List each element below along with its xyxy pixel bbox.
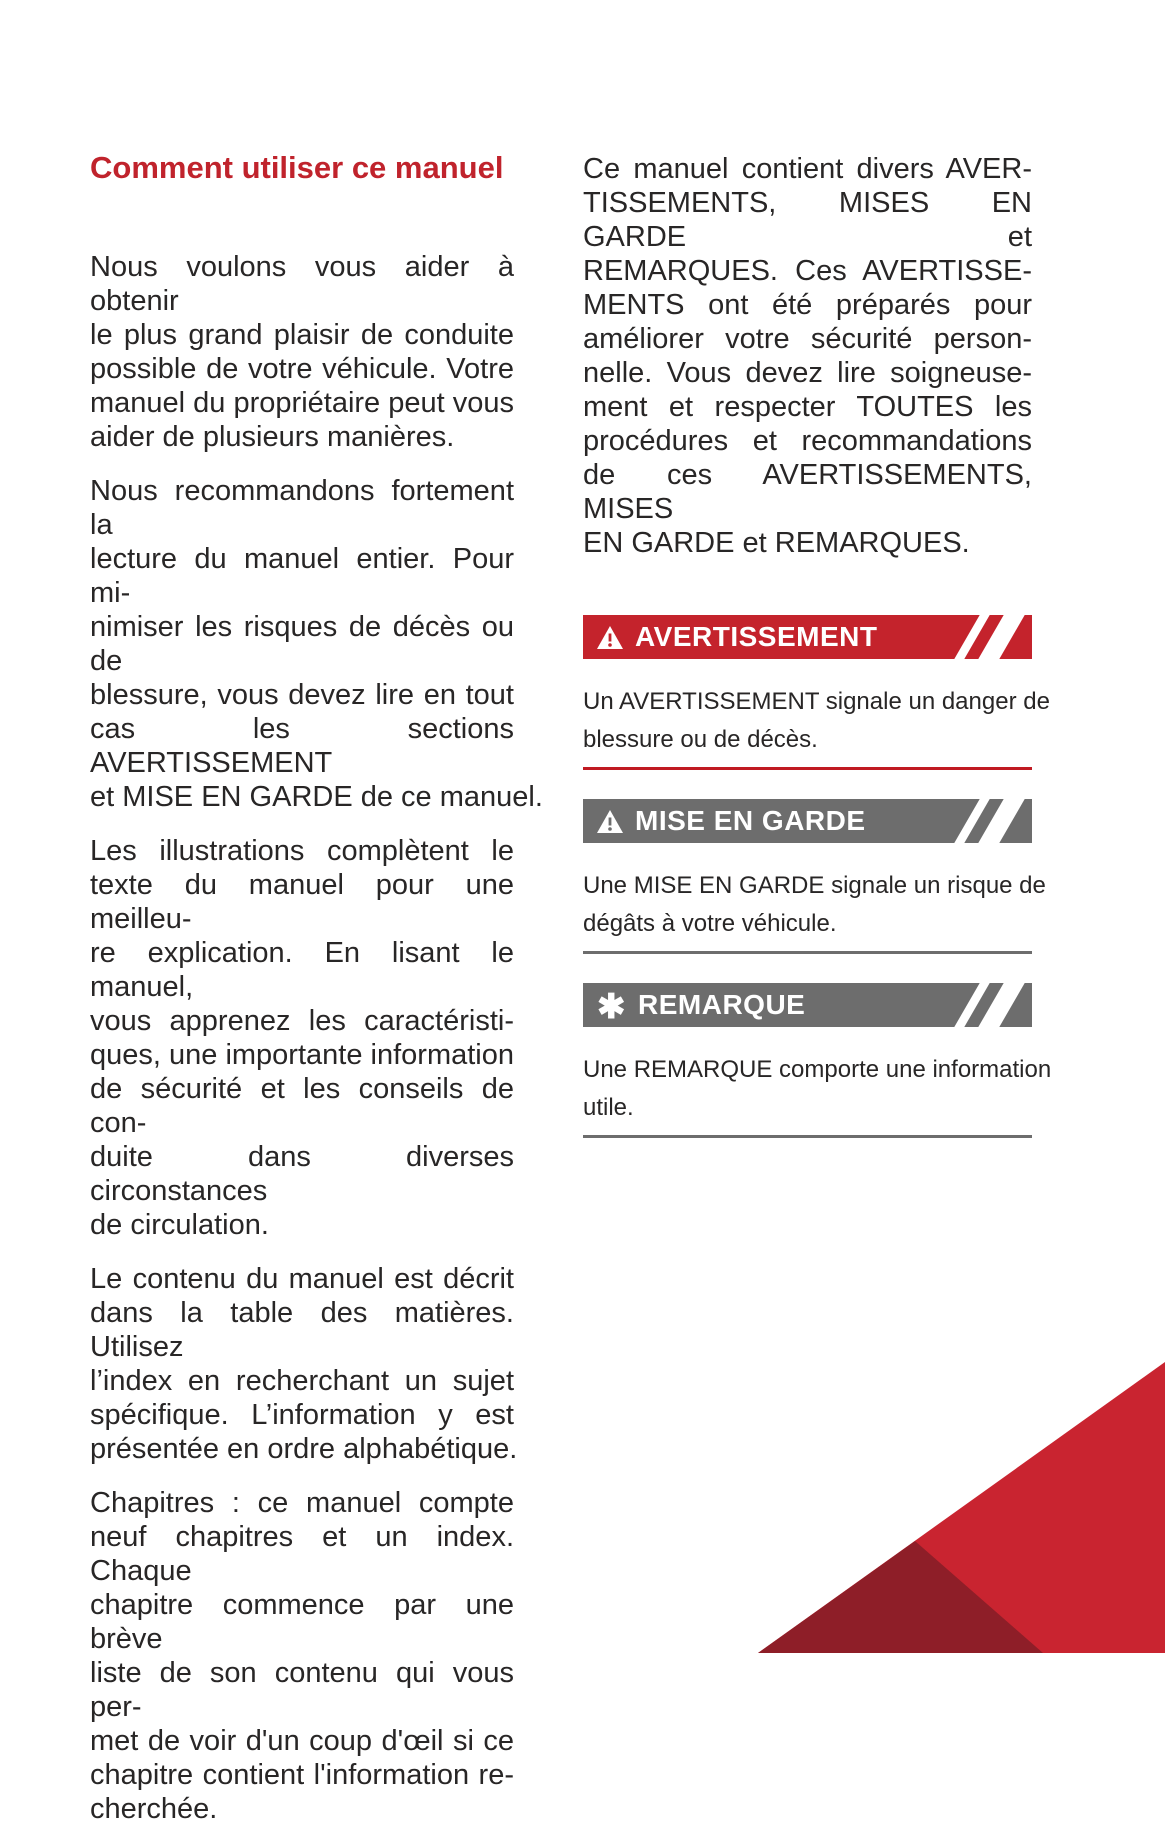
text-line: neuf chapitres et un index. Chaque: [90, 1521, 514, 1587]
warning-callout: [583, 615, 1050, 770]
text-line: utile.: [583, 1094, 634, 1121]
text-line: REMARQUES. Ces AVERTISSE-: [583, 255, 1032, 287]
paragraph: [90, 834, 514, 1242]
text-line: nimiser les risques de décès ou de: [90, 611, 514, 677]
banner-label: REMARQUE: [638, 989, 806, 1020]
text-line: cas les sections AVERTISSEMENT: [90, 713, 514, 779]
text-line: TISSEMENTS, MISES EN GARDE et: [583, 187, 1032, 253]
right-column: [583, 152, 1052, 1138]
text-line: de circulation.: [90, 1209, 269, 1241]
text-line: ques, une importante information: [90, 1039, 514, 1071]
text-line: nelle. Vous devez lire soigneuse-: [583, 357, 1032, 389]
text-line: blessure ou de décès.: [583, 726, 818, 753]
caution-note: [583, 867, 1046, 943]
text-line: chapitre contient l'information re-: [90, 1759, 514, 1791]
text-line: MENTS ont été préparés pour: [583, 289, 1032, 321]
text-line: cherchée.: [90, 1793, 218, 1825]
text-line: duite dans diverses circonstances: [90, 1141, 514, 1207]
paragraph: [90, 474, 543, 814]
paragraph: [90, 250, 514, 454]
warning-banner: [583, 615, 1032, 659]
text-line: Nous voulons vous aider à obtenir: [90, 251, 514, 317]
text-line: manuel du propriétaire peut vous: [90, 387, 514, 419]
corner-decoration: [745, 1358, 1165, 1653]
text-line: EN GARDE et REMARQUES.: [583, 527, 970, 559]
text-line: améliorer votre sécurité person-: [583, 323, 1032, 355]
text-line: présentée en ordre alphabétique.: [90, 1433, 518, 1465]
text-line: procédures et recommandations: [583, 425, 1032, 457]
text-line: possible de votre véhicule. Votre: [90, 353, 514, 385]
text-line: Les illustrations complètent le: [90, 835, 514, 867]
text-line: le plus grand plaisir de conduite: [90, 319, 514, 351]
text-line: Une REMARQUE comporte une information: [583, 1056, 1052, 1083]
note-callout: [583, 983, 1052, 1138]
paragraph: [90, 1486, 514, 1826]
text-line: dégâts à votre véhicule.: [583, 910, 837, 937]
text-line: de sécurité et les conseils de con-: [90, 1073, 514, 1139]
banner-label: MISE EN GARDE: [635, 805, 866, 836]
text-line: dans la table des matières. Utilisez: [90, 1297, 514, 1363]
text-line: re explication. En lisant le manuel,: [90, 937, 514, 1003]
note-banner: [583, 983, 1032, 1027]
text-line: lecture du manuel entier. Pour mi-: [90, 543, 514, 609]
text-line: Nous recommandons fortement la: [90, 475, 514, 541]
text-line: l’index en recherchant un sujet: [90, 1365, 514, 1397]
caution-callout: [583, 799, 1046, 954]
text-line: met de voir d'un coup d'œil si ce: [90, 1725, 514, 1757]
section-heading: Comment utiliser ce manuel: [90, 150, 504, 185]
text-line: vous apprenez les caractéristi-: [90, 1005, 514, 1037]
text-line: Un AVERTISSEMENT signale un danger de: [583, 688, 1050, 715]
note-note: [583, 1051, 1052, 1127]
divider-rule: [583, 1135, 1032, 1138]
warning-triangle-icon: [597, 810, 623, 833]
caution-banner: [583, 799, 1032, 843]
intro-paragraph: [583, 152, 1032, 560]
warning-triangle-icon: [597, 626, 623, 649]
text-line: de ces AVERTISSEMENTS, MISES: [583, 459, 1032, 525]
divider-rule: [583, 767, 1032, 770]
text-line: liste de son contenu qui vous per-: [90, 1657, 514, 1723]
text-line: et MISE EN GARDE de ce manuel.: [90, 781, 543, 813]
text-line: spécifique. L’information y est: [90, 1399, 514, 1431]
text-line: aider de plusieurs manières.: [90, 421, 455, 453]
text-line: ment et respecter TOUTES les: [583, 391, 1032, 423]
warning-note: [583, 683, 1050, 759]
text-line: chapitre commence par une brève: [90, 1589, 514, 1655]
text-line: blessure, vous devez lire en tout: [90, 679, 514, 711]
text-line: texte du manuel pour une meilleu-: [90, 869, 514, 935]
left-column: [90, 148, 543, 1846]
paragraph: [90, 1262, 518, 1466]
divider-rule: [583, 951, 1032, 954]
text-line: Ce manuel contient divers AVER-: [583, 153, 1032, 185]
asterisk-icon: ✱: [597, 988, 626, 1026]
text-line: Chapitres : ce manuel compte: [90, 1487, 514, 1519]
text-line: Une MISE EN GARDE signale un risque de: [583, 872, 1046, 899]
text-line: Le contenu du manuel est décrit: [90, 1263, 514, 1295]
banner-label: AVERTISSEMENT: [635, 621, 878, 652]
